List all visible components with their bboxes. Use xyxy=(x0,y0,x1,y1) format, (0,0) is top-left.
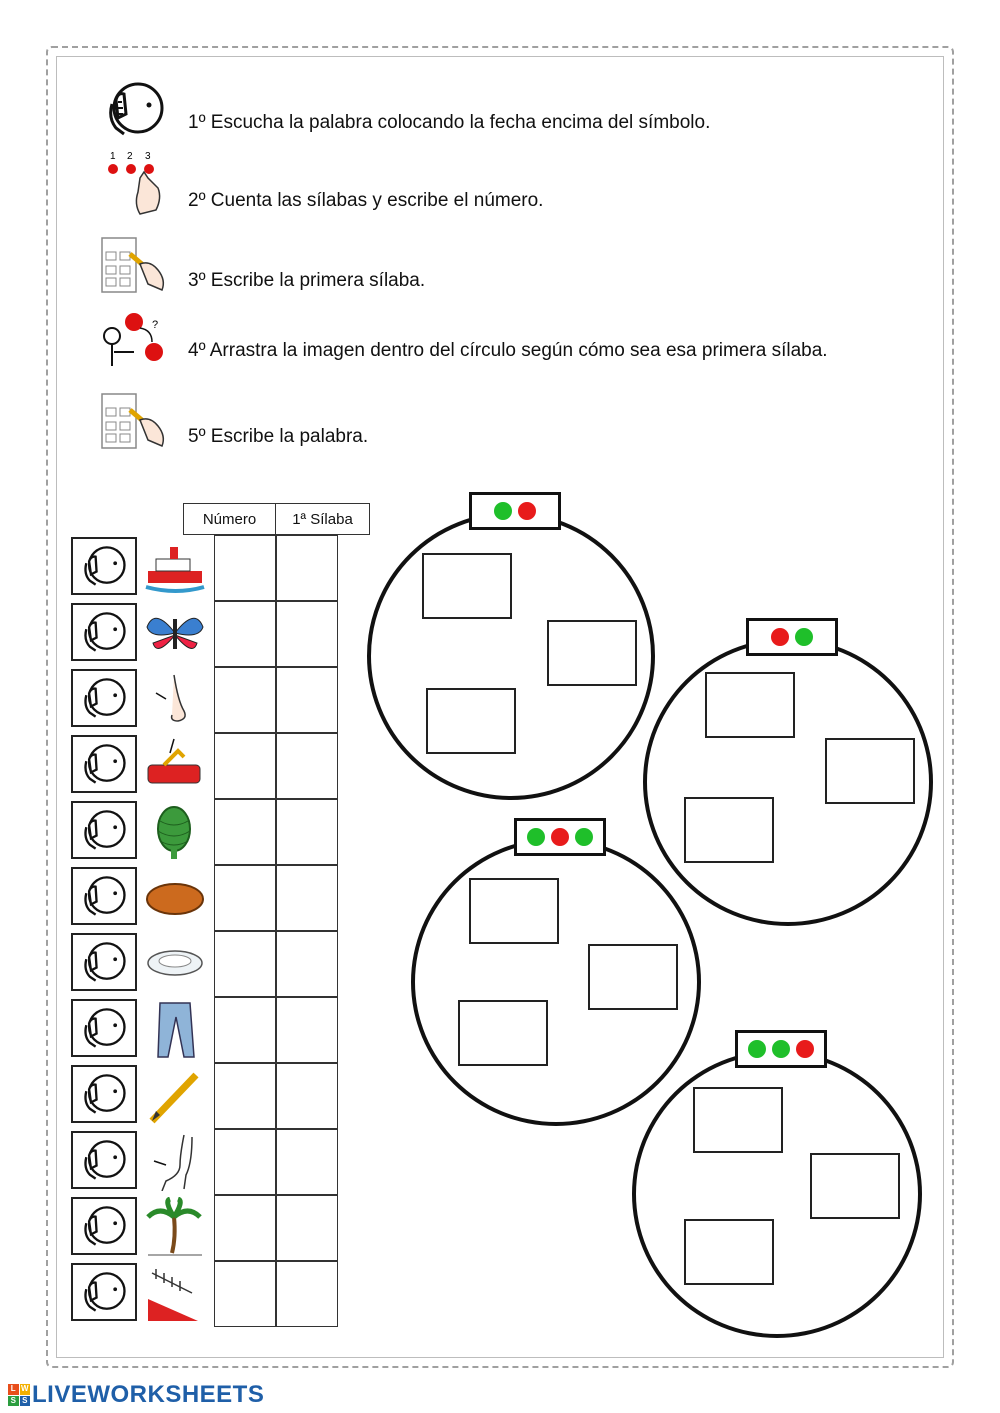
silaba-cell[interactable] xyxy=(276,931,338,997)
dot xyxy=(575,828,593,846)
listening-head-icon xyxy=(73,737,135,791)
dot xyxy=(518,502,536,520)
table-row xyxy=(70,1195,360,1261)
instruction-2 xyxy=(100,148,920,218)
table-row xyxy=(70,1129,360,1195)
table-row xyxy=(70,799,360,865)
silaba-cell[interactable] xyxy=(276,601,338,667)
table-row xyxy=(70,997,360,1063)
writing-hand-icon xyxy=(100,390,172,460)
dot xyxy=(551,828,569,846)
listen-button[interactable] xyxy=(71,1065,137,1123)
syllable-tag-2 xyxy=(746,618,838,656)
drop-box[interactable] xyxy=(684,1219,774,1285)
numero-cell[interactable] xyxy=(214,997,276,1063)
drop-box[interactable] xyxy=(458,1000,548,1066)
listen-button[interactable] xyxy=(71,735,137,793)
roof-antenna-icon[interactable] xyxy=(144,1263,206,1323)
drop-box[interactable] xyxy=(469,878,559,944)
counting-flowers-icon xyxy=(100,148,172,218)
syllable-tag-3 xyxy=(514,818,606,856)
dot xyxy=(494,502,512,520)
listening-head-icon xyxy=(73,869,135,923)
listening-head-icon xyxy=(73,1067,135,1121)
drag-ball-icon xyxy=(100,308,172,378)
table-row xyxy=(70,1261,360,1327)
instruction-1 xyxy=(100,78,920,148)
listen-button[interactable] xyxy=(71,1131,137,1189)
pencil-case-icon[interactable] xyxy=(144,735,206,795)
silaba-cell[interactable] xyxy=(276,799,338,865)
header-primera-silaba: 1ª Sílaba xyxy=(275,503,370,535)
count-label-2: 2 xyxy=(127,151,133,162)
instruction-2-text: 2º Cuenta las sílabas y escribe el número. xyxy=(188,190,544,211)
drop-box[interactable] xyxy=(588,944,678,1010)
count-label-1: 1 xyxy=(110,151,116,162)
logo-text: LIVEWORKSHEETS xyxy=(32,1381,265,1408)
listen-button[interactable] xyxy=(71,1197,137,1255)
instruction-3 xyxy=(100,234,920,304)
silaba-cell[interactable] xyxy=(276,865,338,931)
elbow-icon[interactable] xyxy=(144,1131,206,1191)
dot xyxy=(527,828,545,846)
table-row xyxy=(70,865,360,931)
table-row xyxy=(70,931,360,997)
dot xyxy=(795,628,813,646)
numero-cell[interactable] xyxy=(214,1063,276,1129)
writing-hand-icon xyxy=(100,234,172,304)
butterfly-icon[interactable] xyxy=(144,603,206,663)
plate-icon[interactable] xyxy=(144,933,206,993)
listen-button[interactable] xyxy=(71,867,137,925)
numero-cell[interactable] xyxy=(214,733,276,799)
listen-button[interactable] xyxy=(71,537,137,595)
dot xyxy=(771,628,789,646)
drop-box[interactable] xyxy=(825,738,915,804)
instruction-4-text: 4º Arrastra la imagen dentro del círculo según cómo sea esa primera sílaba. xyxy=(188,340,828,361)
listening-head-icon xyxy=(100,78,172,148)
ship-icon[interactable] xyxy=(144,537,206,597)
drop-box[interactable] xyxy=(547,620,637,686)
liveworksheets-logo xyxy=(8,1382,264,1408)
drop-box[interactable] xyxy=(705,672,795,738)
drop-box[interactable] xyxy=(684,797,774,863)
table-row xyxy=(70,1063,360,1129)
drop-box[interactable] xyxy=(693,1087,783,1153)
listening-head-icon xyxy=(73,1001,135,1055)
listening-head-icon xyxy=(73,803,135,857)
listening-head-icon xyxy=(73,1265,135,1319)
silaba-cell[interactable] xyxy=(276,535,338,601)
dot xyxy=(772,1040,790,1058)
numero-cell[interactable] xyxy=(214,1129,276,1195)
numero-cell[interactable] xyxy=(214,1195,276,1261)
silaba-cell[interactable] xyxy=(276,1063,338,1129)
numero-cell[interactable] xyxy=(214,865,276,931)
artichoke-icon[interactable] xyxy=(144,801,206,861)
nose-icon[interactable] xyxy=(144,669,206,729)
count-label-3: 3 xyxy=(145,151,151,162)
table-row xyxy=(70,601,360,667)
dot xyxy=(748,1040,766,1058)
silaba-cell[interactable] xyxy=(276,997,338,1063)
drop-box[interactable] xyxy=(422,553,512,619)
listening-head-icon xyxy=(73,1199,135,1253)
listen-button[interactable] xyxy=(71,669,137,727)
drop-box[interactable] xyxy=(426,688,516,754)
instruction-4 xyxy=(100,308,920,378)
silaba-cell[interactable] xyxy=(276,733,338,799)
silaba-cell[interactable] xyxy=(276,1195,338,1261)
listen-button[interactable] xyxy=(71,801,137,859)
potato-icon[interactable] xyxy=(144,867,206,927)
pencil-icon[interactable] xyxy=(144,1065,206,1125)
listening-head-icon xyxy=(73,671,135,725)
trousers-icon[interactable] xyxy=(144,999,206,1059)
listening-head-icon xyxy=(73,539,135,593)
listen-button[interactable] xyxy=(71,933,137,991)
dot xyxy=(796,1040,814,1058)
instruction-3-text: 3º Escribe la primera sílaba. xyxy=(188,270,426,291)
listening-head-icon xyxy=(73,935,135,989)
listening-head-icon xyxy=(73,1133,135,1187)
numero-cell[interactable] xyxy=(214,799,276,865)
instruction-1-text: 1º Escucha la palabra colocando la fecha encima del símbolo. xyxy=(188,112,711,133)
listen-button[interactable] xyxy=(71,1263,137,1321)
numero-cell[interactable] xyxy=(214,667,276,733)
table-row xyxy=(70,733,360,799)
header-numero: Número xyxy=(183,503,276,535)
silaba-cell[interactable] xyxy=(276,667,338,733)
syllable-tag-1 xyxy=(469,492,561,530)
logo-mark-icon: L W S S xyxy=(8,1384,30,1406)
drop-box[interactable] xyxy=(810,1153,900,1219)
palm-tree-icon[interactable] xyxy=(144,1197,206,1257)
numero-cell[interactable] xyxy=(214,535,276,601)
table-row xyxy=(70,667,360,733)
numero-cell[interactable] xyxy=(214,601,276,667)
silaba-cell[interactable] xyxy=(276,1129,338,1195)
numero-cell[interactable] xyxy=(214,1261,276,1327)
instruction-5 xyxy=(100,390,920,460)
svg-text:?: ? xyxy=(152,319,159,331)
table-row xyxy=(70,535,360,601)
silaba-cell[interactable] xyxy=(276,1261,338,1327)
instruction-5-text: 5º Escribe la palabra. xyxy=(188,426,369,447)
listening-head-icon xyxy=(73,605,135,659)
listen-button[interactable] xyxy=(71,603,137,661)
listen-button[interactable] xyxy=(71,999,137,1057)
syllable-tag-4 xyxy=(735,1030,827,1068)
numero-cell[interactable] xyxy=(214,931,276,997)
